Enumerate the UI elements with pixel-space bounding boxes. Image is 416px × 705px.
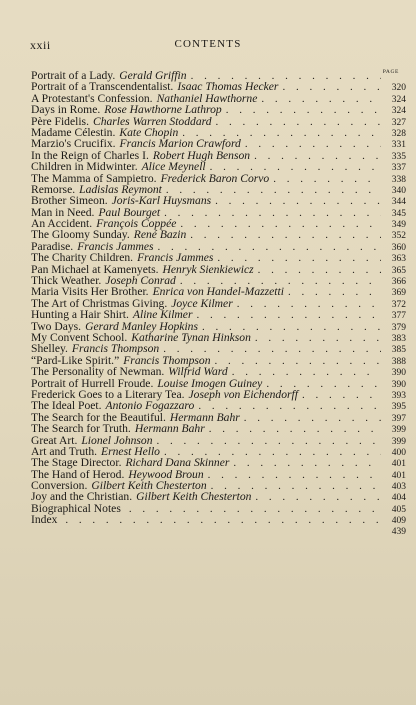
entry-page-number: 340: [391, 185, 406, 196]
entry-page-number: 400: [391, 447, 406, 458]
leader-dots: [255, 333, 381, 344]
entry-author: Joseph Conrad: [105, 274, 176, 288]
entry-author: Ernest Hello: [101, 444, 160, 458]
entry-title: Marzio's Crucifix.: [31, 137, 116, 151]
entry-author: Gilbert Keith Chesterton: [136, 490, 252, 504]
entry-title: Hunting a Hair Shirt.: [31, 308, 129, 322]
contents-list: [31, 70, 406, 537]
entry-title: A Protestant's Confession.: [31, 91, 153, 105]
entry-page-number: 390: [391, 368, 406, 379]
leader-dots: [258, 265, 381, 276]
entry-author: Nathaniel Hawthorne: [156, 91, 258, 105]
leader-dots: [302, 390, 381, 401]
entry-page-number: 327: [391, 117, 406, 128]
entry-title: Days in Rome.: [31, 103, 101, 117]
entry-author: Robert Hugh Benson: [152, 148, 251, 162]
entry-title: Brother Simeon.: [31, 194, 108, 208]
entry-author: Kate Chopin: [119, 125, 179, 139]
entry-title: Paradise.: [31, 239, 74, 253]
toc-entry: [31, 161, 406, 172]
entry-author: Rose Hawthorne Lathrop: [104, 103, 222, 117]
entry-title: My Convent School.: [31, 330, 128, 344]
toc-entry: [31, 423, 406, 434]
entry-title: The Search for Truth.: [31, 422, 131, 436]
leader-dots: [180, 219, 381, 230]
entry-title: Joy and the Christian.: [31, 490, 133, 504]
entry-page-number: 390: [391, 379, 406, 390]
entry-page-number: 395: [391, 402, 406, 413]
entry-title: Conversion.: [31, 479, 88, 493]
entry-title: Thick Weather.: [31, 274, 102, 288]
entry-title: Remorse.: [31, 182, 76, 196]
leader-dots: [215, 356, 381, 367]
leader-dots: [237, 299, 381, 310]
entry-page-number: 397: [391, 413, 406, 424]
entry-author: Paul Bourget: [98, 205, 161, 219]
toc-entry: [31, 104, 406, 115]
entry-author: Katharine Tynan Hinkson: [131, 330, 251, 344]
entry-page-number: 365: [391, 265, 406, 276]
entry-title: Great Art.: [31, 433, 78, 447]
entry-title: The Search for the Beautiful.: [31, 410, 166, 424]
entry-author: Frederick Baron Corvo: [160, 171, 270, 185]
entry-page-number: 328: [391, 128, 406, 139]
entry-author: Gilbert Keith Chesterton: [91, 479, 207, 493]
entry-title: The Ideal Poet.: [31, 399, 102, 413]
entry-title: An Accident.: [31, 217, 93, 231]
entry-author: Antonio Fogazzaro: [105, 399, 195, 413]
entry-author: Hermann Bahr: [169, 410, 240, 424]
leader-dots: [282, 82, 381, 93]
leader-dots: [216, 117, 382, 128]
toc-entry: [31, 469, 406, 480]
leader-dots: [245, 139, 381, 150]
entry-title: In the Reign of Charles I.: [31, 148, 149, 162]
toc-entry: [31, 526, 406, 537]
entry-author: Richard Dana Skinner: [125, 456, 230, 470]
entry-page-number: 439: [391, 526, 406, 537]
entry-title: The Personality of Newman.: [31, 365, 165, 379]
leader-dots: [233, 458, 381, 469]
entry-title: Maria Visits Her Brother.: [31, 285, 149, 299]
toc-entry: [31, 514, 406, 525]
entry-author: Francis Jammes: [137, 251, 214, 265]
entry-author: Hermann Bahr: [134, 422, 205, 436]
entry-title: Frederick Goes to a Literary Tea.: [31, 387, 185, 401]
entry-author: Gerard Manley Hopkins: [85, 319, 198, 333]
entry-page-number: 399: [391, 436, 406, 447]
entry-title: The Hand of Herod.: [31, 467, 125, 481]
entry-page-number: 403: [391, 482, 406, 493]
entry-author: Henryk Sienkiewicz: [162, 262, 254, 276]
page-column-label: PAGE: [382, 69, 399, 75]
leader-dots: [190, 230, 381, 241]
entry-author: Heywood Broun: [128, 467, 204, 481]
running-header: [30, 38, 386, 54]
leader-dots: [288, 287, 381, 298]
entry-author: François Coppée: [96, 217, 177, 231]
entry-author: Charles Warren Stoddard: [92, 114, 212, 128]
entry-page-number: 345: [391, 208, 406, 219]
entry-page-number: 401: [391, 470, 406, 481]
leader-dots: [244, 413, 381, 424]
entry-title: Portrait of a Lady.: [31, 69, 116, 82]
entry-author: René Bazin: [133, 228, 187, 242]
toc-entry: [31, 503, 406, 514]
entry-author: Gerald Griffin: [119, 69, 187, 82]
leader-dots: [273, 174, 381, 185]
entry-page-number: 335: [391, 151, 406, 162]
entry-page-number: 349: [391, 220, 406, 231]
entry-title: Pan Michael at Kamenyets.: [31, 262, 159, 276]
entry-page-number: 369: [391, 288, 406, 299]
entry-author: Wilfrid Ward: [168, 365, 228, 379]
entry-title: The Mamma of Sampietro.: [31, 171, 157, 185]
toc-entry: [31, 309, 406, 320]
entry-page-number: 385: [391, 345, 406, 356]
entry-author: Joyce Kilmer: [171, 296, 233, 310]
entry-page-number: 320: [391, 83, 406, 94]
entry-author: Lionel Johnson: [81, 433, 153, 447]
toc-entry: [31, 195, 406, 206]
entry-title: Art and Truth.: [31, 444, 98, 458]
entry-page-number: 344: [391, 197, 406, 208]
entry-page-number: 372: [391, 299, 406, 310]
entry-title: Portrait of Hurrell Froude.: [31, 376, 154, 390]
leader-dots: [226, 105, 381, 116]
entry-title: Portrait of a Transcendentalist.: [31, 80, 174, 94]
toc-entry: [31, 366, 406, 377]
entry-author: Joseph von Eichendorff: [188, 387, 298, 401]
entry-page-number: 388: [391, 356, 406, 367]
leader-dots: [261, 94, 381, 105]
leader-dots: [129, 504, 381, 515]
toc-entry: [31, 457, 406, 468]
leader-dots: [209, 424, 381, 435]
entry-author: Joris-Karl Huysmans: [111, 194, 212, 208]
entry-title: Children in Midwinter.: [31, 160, 138, 174]
entry-title: The Stage Director.: [31, 456, 122, 470]
entry-title: Shelley.: [31, 342, 68, 356]
entry-page-number: 363: [391, 254, 406, 265]
entry-author: Francis Marion Crawford: [119, 137, 241, 151]
entry-page-number: 393: [391, 390, 406, 401]
toc-entry: [31, 252, 406, 263]
leader-dots: [196, 310, 381, 321]
leader-dots: [208, 470, 381, 481]
entry-page-number: 337: [391, 163, 406, 174]
entry-page-number: 338: [391, 174, 406, 185]
toc-entry: [31, 400, 406, 411]
entry-author: Isaac Thomas Hecker: [177, 80, 279, 94]
entry-title: The Art of Christmas Giving.: [31, 296, 168, 310]
entry-page-number: 409: [391, 516, 406, 527]
entry-page-number: 401: [391, 459, 406, 470]
entry-title: Madame Célestin.: [31, 125, 116, 139]
entry-page-number: 360: [391, 242, 406, 253]
entry-title: Two Days.: [31, 319, 82, 333]
entry-page-number: 352: [391, 231, 406, 242]
page-title: CONTENTS: [174, 38, 242, 50]
entry-page-number: 405: [391, 504, 406, 515]
entry-title: Père Fidelis.: [31, 114, 89, 128]
entry-title: The Charity Children.: [31, 251, 134, 265]
entry-page-number: 366: [391, 277, 406, 288]
entry-title: Index: [31, 513, 58, 527]
entry-page-number: 331: [391, 140, 406, 151]
entry-page-number: 399: [391, 425, 406, 436]
entry-author: Enrica von Handel-Mazzetti: [152, 285, 284, 299]
entry-title: Man in Need.: [31, 205, 95, 219]
entry-page-number: 324: [391, 106, 406, 117]
leader-dots: [255, 492, 381, 503]
entry-title: “Pard-Like Spirit.”: [31, 353, 120, 367]
entry-author: Francis Jammes: [77, 239, 154, 253]
leader-dots: [164, 208, 381, 219]
entry-title: Biographical Notes: [31, 501, 121, 515]
entry-page-number: 383: [391, 333, 406, 344]
leader-dots: [254, 151, 381, 162]
entry-author: Francis Thompson: [123, 353, 211, 367]
leader-dots: [215, 196, 381, 207]
leader-dots: [65, 515, 381, 526]
entry-title: The Gloomy Sunday.: [31, 228, 130, 242]
entry-author: Aline Kilmer: [132, 308, 193, 322]
entry-author: Louise Imogen Guiney: [157, 376, 263, 390]
entry-page-number: 377: [391, 311, 406, 322]
entry-page-number: 404: [391, 493, 406, 504]
leader-dots: [157, 436, 381, 447]
entry-author: Alice Meynell: [141, 160, 206, 174]
entry-author: Francis Thompson: [71, 342, 160, 356]
page-folio: xxii: [30, 38, 51, 52]
entry-page-number: 324: [391, 94, 406, 105]
entry-page-number: 379: [391, 322, 406, 333]
entry-author: Ladislas Reymont: [79, 182, 162, 196]
